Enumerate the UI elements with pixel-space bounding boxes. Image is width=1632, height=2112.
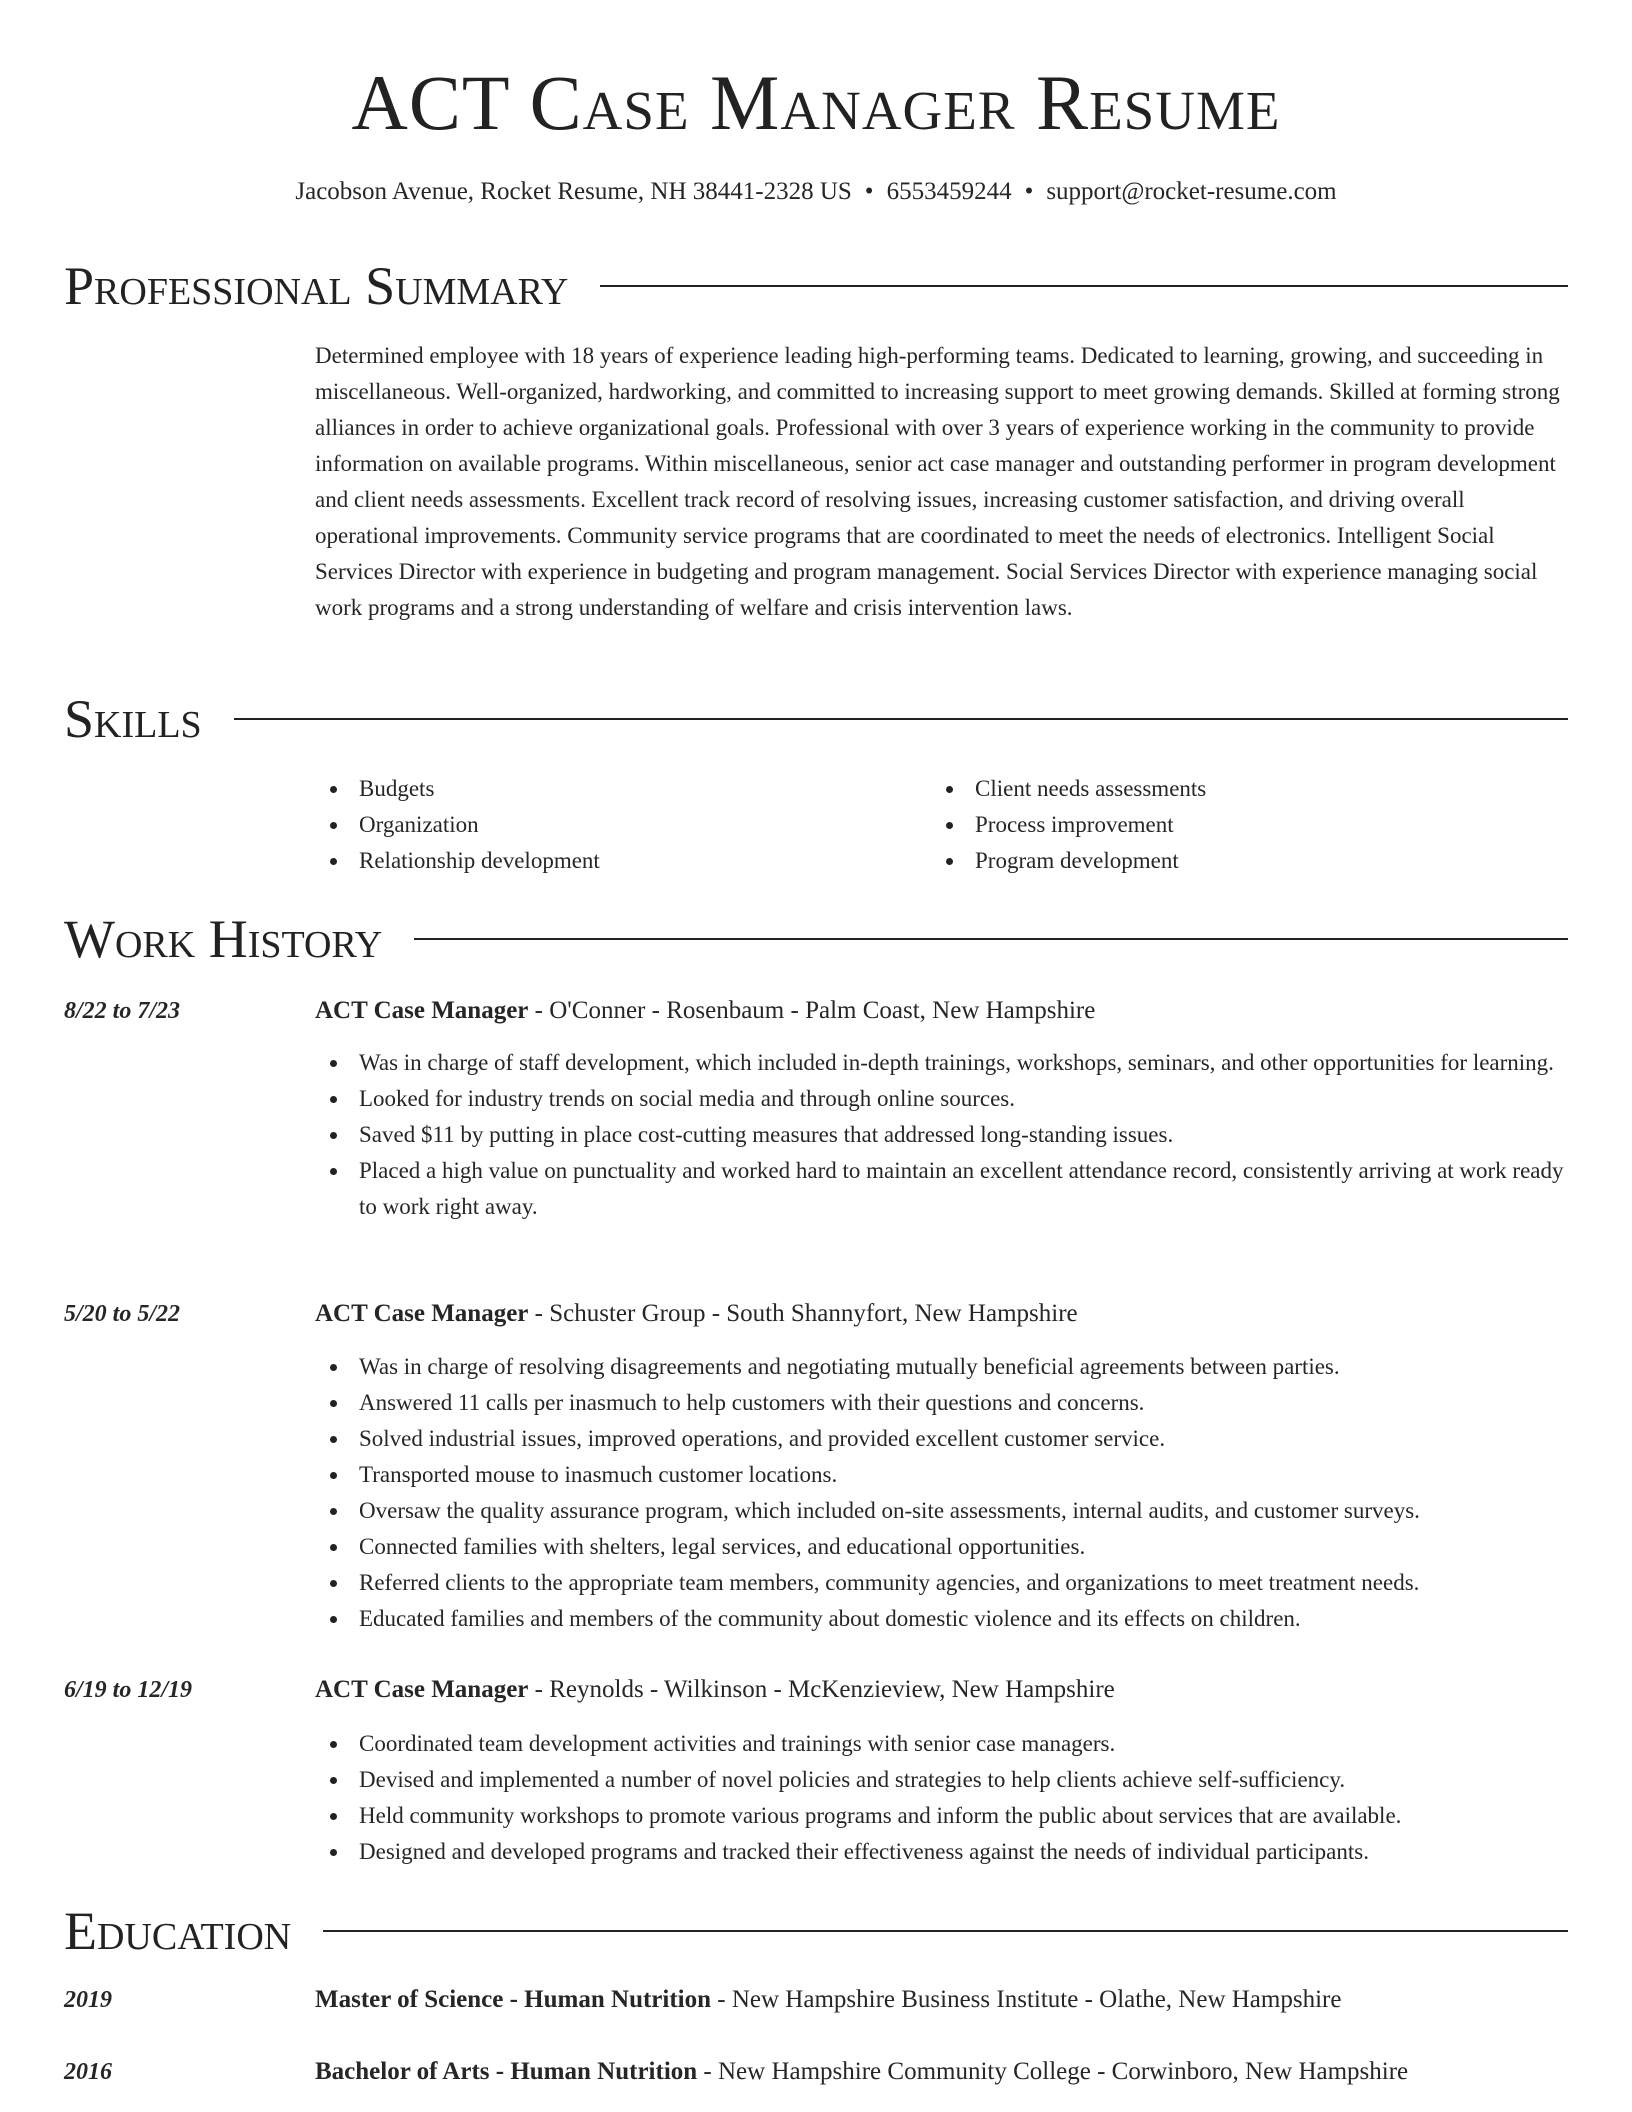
job-title: ACT Case Manager: [315, 1676, 529, 1703]
education-degree: Master of Science - Human Nutrition: [315, 1986, 712, 2013]
job-details: - O'Conner - Rosenbaum - Palm Coast, New Hampshire: [528, 997, 1096, 1024]
job-title-line: [315, 1673, 1568, 1707]
work-heading: Work History: [64, 909, 383, 969]
job-bullet: Referred clients to the appropriate team members, community agencies, and organizations to meet treatment needs.: [315, 1565, 1568, 1601]
job-details: - Reynolds - Wilkinson - McKenzieview, New Hampshire: [528, 1676, 1115, 1703]
job-bullet: Looked for industry trends on social media and through online sources.: [315, 1081, 1568, 1117]
education-details: - New Hampshire Business Institute - Olathe, New Hampshire: [711, 1986, 1342, 2013]
resume-title: ACT Case Manager Resume: [351, 59, 1281, 146]
education-line: [315, 1983, 1568, 2017]
job-bullets: [315, 1349, 1568, 1637]
education-line: [315, 2055, 1568, 2089]
job-bullets: [315, 1726, 1568, 1870]
job-bullet: Placed a high value on punctuality and worked hard to maintain an excellent attendance record, consistently arriving at work ready to work right away.: [315, 1153, 1568, 1225]
job-dates: 5/20 to 5/22: [64, 1301, 181, 1327]
job-bullet: Coordinated team development activities and trainings with senior case managers.: [315, 1726, 1568, 1762]
skills-right-column: [931, 771, 1531, 879]
job-bullet: Answered 11 calls per inasmuch to help customers with their questions and concerns.: [315, 1385, 1568, 1421]
job-bullet: Educated families and members of the community about domestic violence and its effects on children.: [315, 1601, 1568, 1637]
job-title: ACT Case Manager: [315, 1300, 529, 1327]
job-title-line: [315, 994, 1568, 1028]
work-section-header: [64, 909, 1568, 969]
summary-section-header: [64, 256, 1568, 316]
job-title-line: [315, 1297, 1568, 1331]
contact-separator: •: [864, 178, 874, 205]
job-bullet: Connected families with shelters, legal services, and educational opportunities.: [315, 1529, 1568, 1565]
skill-item: Process improvement: [931, 807, 1531, 843]
education-heading: Education: [64, 1901, 292, 1961]
contact-line: [0, 176, 1632, 208]
job-bullet: Saved $11 by putting in place cost-cutting measures that addressed long-standing issues.: [315, 1117, 1568, 1153]
job-bullet: Oversaw the quality assurance program, which included on-site assessments, internal audits, and customer surveys.: [315, 1493, 1568, 1529]
job-dates: 6/19 to 12/19: [64, 1677, 193, 1703]
skill-item: Relationship development: [315, 843, 915, 879]
skill-item: Organization: [315, 807, 915, 843]
contact-email: support@rocket-resume.com: [1046, 178, 1337, 205]
skill-item: Budgets: [315, 771, 915, 807]
job-bullet: Devised and implemented a number of novel policies and strategies to help clients achieve self-sufficiency.: [315, 1762, 1568, 1798]
education-details: - New Hampshire Community College - Corwinboro, New Hampshire: [697, 2058, 1409, 2085]
job-bullet: Transported mouse to inasmuch customer locations.: [315, 1457, 1568, 1493]
contact-separator: •: [1024, 178, 1034, 205]
skill-item: Program development: [931, 843, 1531, 879]
contact-address: Jacobson Avenue, Rocket Resume, NH 38441-2328 US: [295, 178, 852, 205]
education-section-header: [64, 1901, 1568, 1961]
job-bullets: [315, 1045, 1568, 1225]
summary-text: Determined employee with 18 years of experience leading high-performing teams. Dedicated to learning, growing, and succeeding in miscellaneous. Well-organized, hardworking, and committed to increasing support to meet growing demands. Skilled at forming strong alliances in order to achieve organizational goals. Professional with over 3 years of experience working in the community to provide information on available programs. Within miscellaneous, senior act case manager and outstanding performer in program development and client needs assessments. Excellent track record of resolving issues, increasing customer satisfaction, and driving overall operational improvements. Community service programs that are coordinated to meet the needs of electronics. Intelligent Social Services Director with experience in budgeting and program management. Social Services Director with experience managing social work programs and a strong understanding of welfare and crisis intervention laws.: [315, 343, 1560, 620]
skills-section-header: [64, 689, 1568, 749]
job-bullet: Designed and developed programs and tracked their effectiveness against the needs of individual participants.: [315, 1834, 1568, 1870]
section-divider: [234, 718, 1568, 720]
job-bullet: Solved industrial issues, improved operations, and provided excellent customer service.: [315, 1421, 1568, 1457]
section-divider: [323, 1930, 1568, 1932]
job-title: ACT Case Manager: [315, 997, 529, 1024]
contact-phone: 6553459244: [886, 178, 1012, 205]
job-bullet: Was in charge of resolving disagreements and negotiating mutually beneficial agreements between parties.: [315, 1349, 1568, 1385]
section-divider: [600, 285, 1568, 287]
job-bullet: Held community workshops to promote various programs and inform the public about services that are available.: [315, 1798, 1568, 1834]
skills-heading: Skills: [64, 689, 202, 749]
section-divider: [414, 938, 1568, 940]
job-dates: 8/22 to 7/23: [64, 998, 181, 1024]
job-bullet: Was in charge of staff development, which included in-depth trainings, workshops, seminars, and other opportunities for learning.: [315, 1045, 1568, 1081]
education-year: 2016: [64, 2059, 112, 2085]
summary-heading: Professional Summary: [64, 256, 569, 316]
education-year: 2019: [64, 1987, 112, 2013]
skills-left-column: [315, 771, 915, 879]
skill-item: Client needs assessments: [931, 771, 1531, 807]
job-details: - Schuster Group - South Shannyfort, New Hampshire: [528, 1300, 1078, 1327]
education-degree: Bachelor of Arts - Human Nutrition: [315, 2058, 698, 2085]
